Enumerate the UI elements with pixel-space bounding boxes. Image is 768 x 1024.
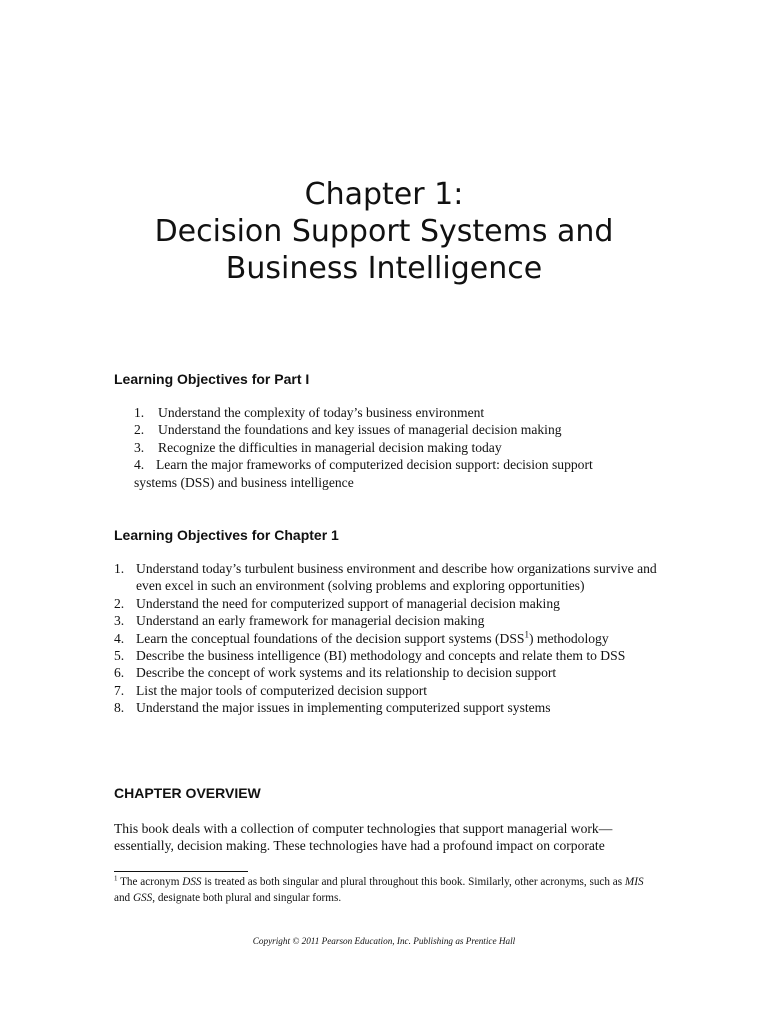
copyright-notice: Copyright © 2011 Pearson Education, Inc. Publishing as Prentice Hall	[252, 936, 516, 946]
list-item: 4. Learn the conceptual foundations of the decision support systems (DSS$^1$) methodology	[114, 629, 609, 646]
chapter-title	[0, 176, 768, 287]
chapter-objectives-list	[114, 560, 674, 717]
part-objectives-list	[134, 404, 654, 491]
list-item: 7. List the major tools of computerized decision support	[114, 682, 428, 698]
list-item: 6. Describe the concept of work systems and its relationship to decision support	[114, 665, 557, 681]
chapter-objectives-heading: Learning Objectives for Chapter 1	[114, 527, 339, 543]
list-item: 5. Describe the business intelligence (BI) methodology and concepts and relate them to DSS	[114, 648, 626, 664]
footnote: $^1$ The acronym DSS is treated as both singular and plural throughout this book. Similarly, other acronyms, such as MIS and GSS, designate both plural and singular forms.	[114, 874, 644, 904]
chapter-title-line-1: Chapter 1:	[304, 177, 464, 212]
list-item: 8. Understand the major issues in implementing computerized support systems	[114, 700, 551, 716]
list-item: 2. Understand the need for computerized support of managerial decision making	[114, 595, 560, 611]
chapter-overview-heading: CHAPTER OVERVIEW	[114, 785, 261, 801]
chapter-title-line-3: Business Intelligence	[225, 251, 543, 286]
list-item: 2. Understand the foundations and key issues of managerial decision making	[134, 422, 562, 438]
list-item-continuation: systems (DSS) and business intelligence	[134, 474, 354, 490]
list-item: 1. Understand the complexity of today’s business environment	[134, 405, 485, 420]
list-item: 3. Recognize the difficulties in managerial decision making today	[134, 439, 502, 455]
list-item: 3. Understand an early framework for managerial decision making	[114, 613, 485, 629]
list-item: 1. Understand today’s turbulent business environment and describe how organizations survive and even excel in such an environment (solving problems and exploring opportunities)	[114, 561, 657, 594]
footnote-mark: 1	[114, 874, 118, 883]
footnote-reference[interactable]: 1	[524, 629, 529, 640]
overview-paragraph: This book deals with a collection of computer technologies that support managerial work—essentially, decision making. These technologies have had a profound impact on corporate	[114, 821, 613, 854]
footnote-divider	[114, 871, 248, 872]
chapter-title-line-2: Decision Support Systems and	[154, 214, 614, 249]
list-item: 4. Learn the major frameworks of computerized decision support: decision support	[134, 457, 593, 473]
part-objectives-heading: Learning Objectives for Part I	[114, 371, 310, 387]
